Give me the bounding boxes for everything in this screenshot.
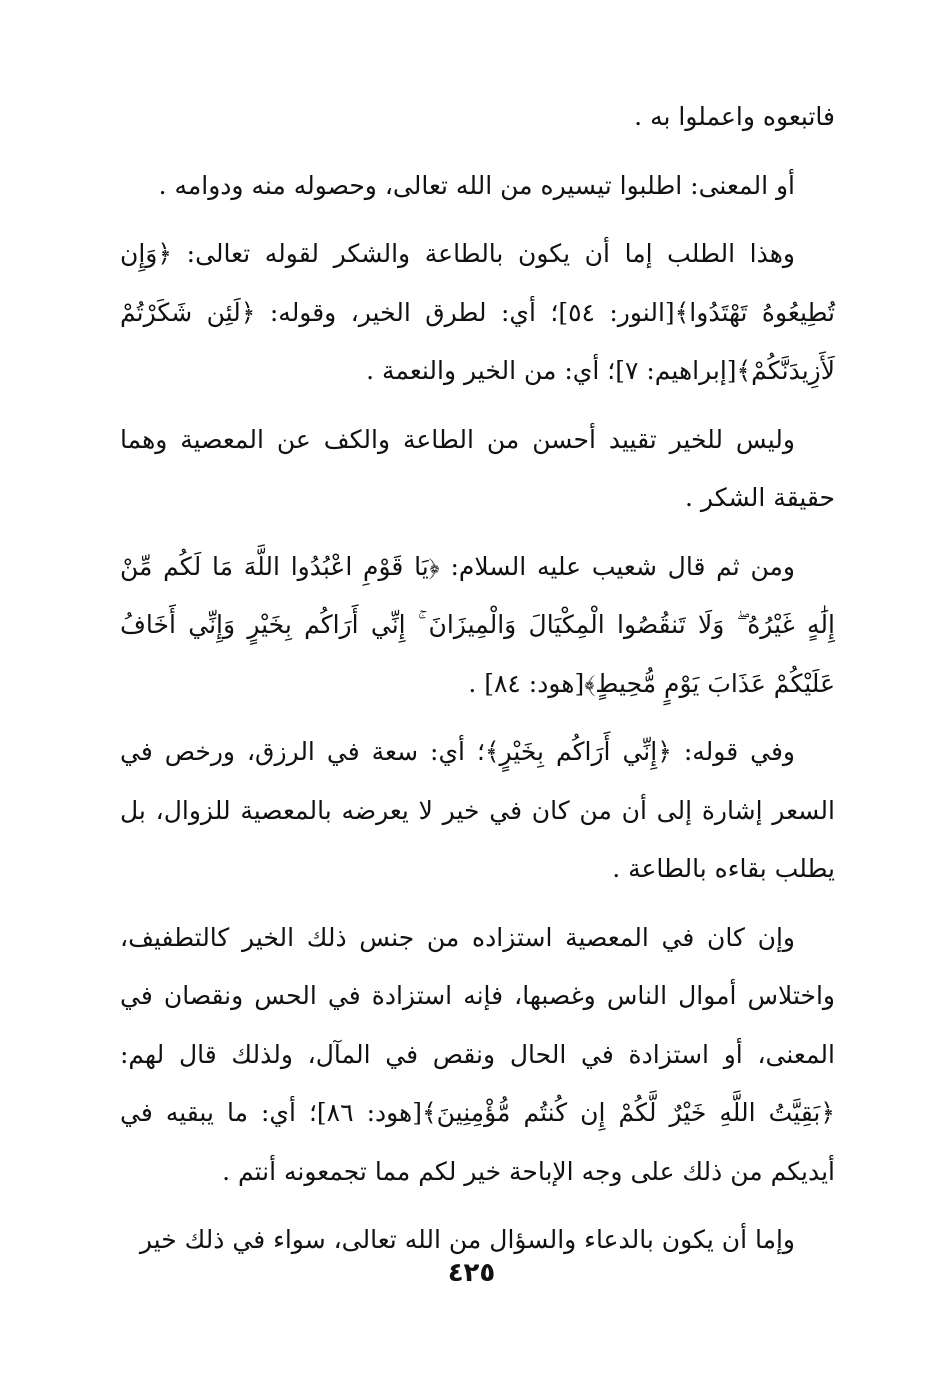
paragraph-3: وهذا الطلب إما أن يكون بالطاعة والشكر لقوله تعالى: ﴿وَإِن تُطِيعُوهُ تَهْتَدُوا﴾[النور: ٥٤]؛ أي: لطرق الخير، وقوله: ﴿لَئِن شَكَرْتُمْ لَأَزِيدَنَّكُمْ﴾[إبراهيم: ٧]؛ أي: من الخير والنعمة . (120, 239, 835, 385)
paragraph-7: وإن كان في المعصية استزاده من جنس ذلك الخير كالتطفيف، واختلاس أموال الناس وغصبها، فإنه استزادة في الحس ونقصان في المعنى، أو استزادة في الحال ونقص في المآل، ولذلك قال لهم: ﴿بَقِيَّتُ اللَّهِ خَيْرٌ لَّكُمْ إِن كُنتُم مُّؤْمِنِينَ﴾[هود: ٨٦]؛ أي: ما يبقيه في أيديكم من ذلك على وجه الإباحة خير لكم مما تجمعونه أنتم . (120, 922, 836, 1186)
paragraph-6: وفي قوله: ﴿إِنِّي أَرَاكُم بِخَيْرٍ﴾؛ أي: سعة في الرزق، ورخص في السعر إشارة إلى أن من كان في خير لا يعرضه بالمعصية للزوال، بل يطلب بقاءه بالطاعة . (120, 737, 835, 883)
paragraph-8: وإما أن يكون بالدعاء والسؤال من الله تعالى، سواء في ذلك خير (139, 1225, 795, 1254)
page-number: ٤٢٥ (447, 1258, 496, 1288)
paragraph-1: فاتبعوه واعملوا به . (634, 102, 835, 131)
paragraph-5: ومن ثم قال شعيب عليه السلام: ﴿يَا قَوْمِ اعْبُدُوا اللَّهَ مَا لَكُم مِّنْ إِلَٰهٍ غَيْرُهُ ۖ وَلَا تَنقُصُوا الْمِكْيَالَ وَالْمِيزَانَ ۚ إِنِّي أَرَاكُم بِخَيْرٍ وَإِنِّي أَخَافُ عَلَيْكُمْ عَذَابَ يَوْمٍ مُّحِيطٍ﴾[هود: ٨٤] . (120, 551, 835, 698)
paragraph-4: وليس للخير تقييد أحسن من الطاعة والكف عن المعصية وهما حقيقة الشكر . (120, 424, 835, 512)
body-text (120, 88, 835, 1280)
paragraph-2: أو المعنى: اطلبوا تيسيره من الله تعالى، وحصوله منه ودوامه . (158, 170, 795, 200)
